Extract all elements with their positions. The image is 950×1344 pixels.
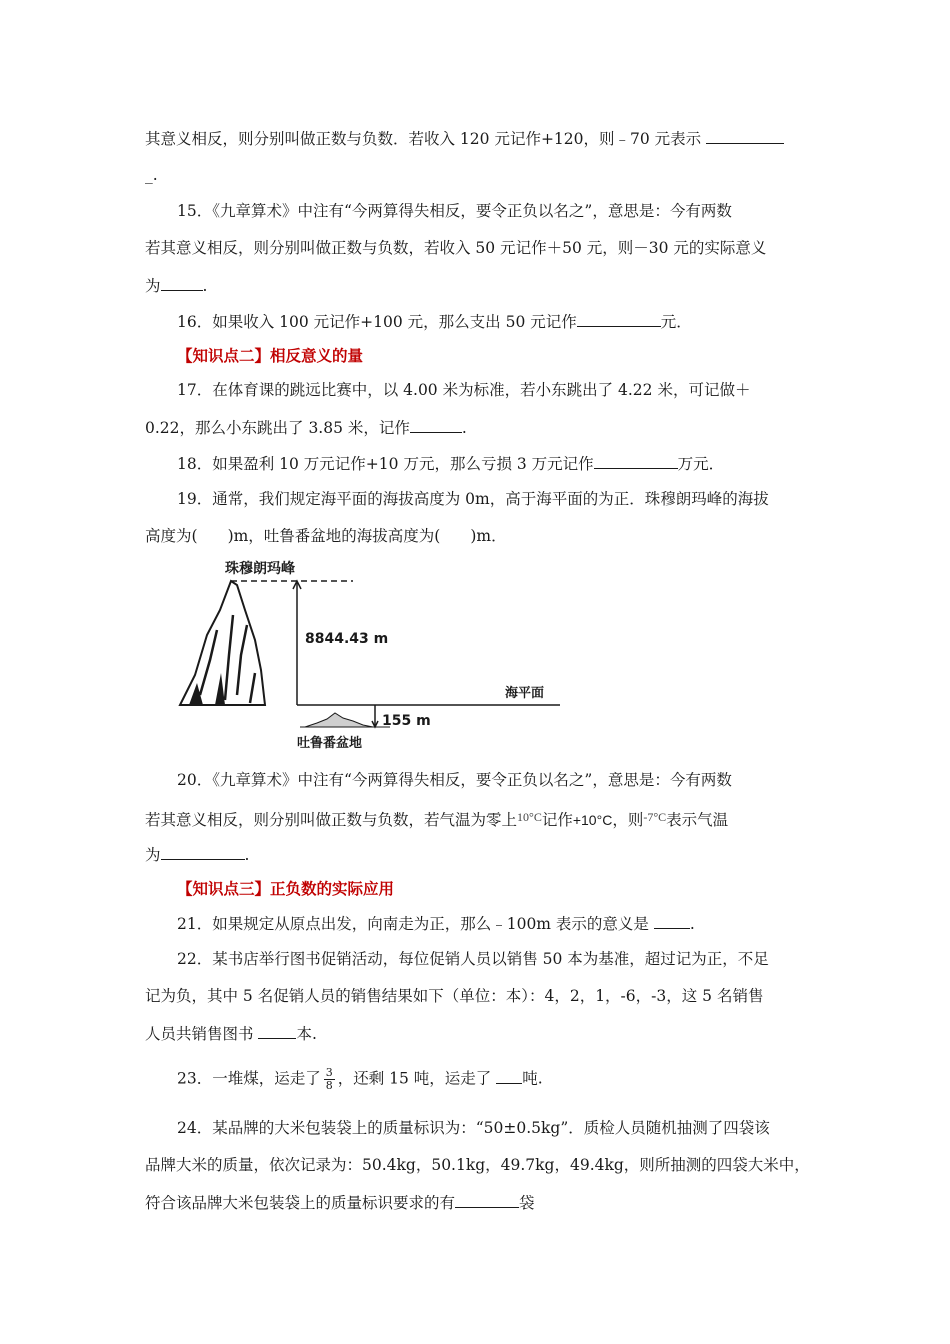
q24-line-3: 符合该品牌大米包装袋上的质量标识要求的有 袋 (145, 1194, 535, 1212)
q24-line-2: 品牌大米的质量，依次记录为：50.4kg，50.1kg，49.7kg，49.4kg，则所抽测的四袋大米中， (145, 1156, 810, 1174)
answer-blank[interactable] (706, 128, 784, 144)
q20-line-3: 为 . (145, 846, 250, 864)
q21-line: 21．如果规定从原点出发，向南走为正，那么﹣100m 表示的意义是 . (177, 915, 695, 933)
peak-label: 珠穆朗玛峰 (225, 561, 295, 577)
altitude-diagram (175, 555, 565, 750)
q23-line: 23．一堆煤，运走了 $\frac{3}{8}$ ，还剩 15 吨，运走了 吨. (177, 1066, 543, 1092)
answer-blank[interactable] (161, 275, 203, 291)
answer-blank[interactable] (496, 1068, 522, 1084)
answer-blank[interactable] (577, 311, 661, 327)
sea-level-label: 海平面 (505, 686, 545, 701)
q22-line-1: 22．某书店举行图书促销活动，每位促销人员以销售 50 本为基准，超过记为正，不足 (177, 950, 769, 968)
q24-line-1: 24．某品牌的大米包装袋上的质量标识为：“50±0.5kg”．质检人员随机抽测了四袋该 (177, 1119, 770, 1137)
basin-label: 吐鲁番盆地 (297, 736, 363, 750)
answer-blank[interactable] (594, 453, 678, 469)
q19-line-2: 高度为( )m，吐鲁番盆地的海拔高度为( )m． (145, 527, 507, 545)
q15-line-2: 若其意义相反，则分别叫做正数与负数，若收入 50 元记作＋50 元，则－30 元的实际意义 (145, 239, 767, 257)
q17-line-1: 17．在体育课的跳远比赛中，以 4.00 米为标准，若小东跳出了 4.22 米，可记做＋ (177, 381, 751, 399)
fraction: $\frac{3}{8}$ (325, 1066, 333, 1092)
section-heading-2: 【知识点二】相反意义的量 (177, 347, 364, 365)
q19-line-1: 19．通常，我们规定海平面的海拔高度为 0m，高于海平面的为正．珠穆朗玛峰的海拔 (177, 490, 769, 508)
height-label: 8844.43 m (305, 631, 389, 647)
answer-blank[interactable] (258, 1023, 296, 1039)
answer-blank[interactable] (161, 844, 245, 860)
q15-line-1: 15．《九章算术》中注有“今两算得失相反，要令正负以名之”，意思是：今有两数 (177, 202, 732, 220)
q20-line-1: 20．《九章算术》中注有“今两算得失相反，要令正负以名之”，意思是：今有两数 (177, 771, 732, 789)
q14-line: 其意义相反，则分别叫做正数与负数．若收入 120 元记作+120，则﹣70 元表示 (145, 128, 815, 149)
q22-line-2: 记为负，其中 5 名促销人员的销售结果如下（单位：本）：4，2，1，-6，-3，这 5 名销售 (145, 987, 764, 1005)
section-heading-3: 【知识点三】正负数的实际应用 (177, 880, 395, 898)
q16-line: 16．如果收入 100 元记作+100 元，那么支出 50 元记作 元． (177, 313, 692, 331)
q17-line-2: 0.22，那么小东跳出了 3.85 米，记作 . (145, 419, 467, 437)
q18-line: 18．如果盈利 10 万元记作+10 万元，那么亏损 3 万元记作 万元． (177, 455, 725, 473)
answer-blank[interactable] (455, 1192, 519, 1208)
q22-line-3: 人员共销售图书 本. (145, 1025, 317, 1043)
answer-blank[interactable] (654, 913, 690, 929)
q14-line-end: _. (145, 166, 158, 184)
q15-line-3: 为 . (145, 277, 208, 295)
q20-line-2: 若其意义相反，则分别叫做正数与负数，若气温为零上$^{10^\circ C}$记作+10°C，则$^{-7^\circ C}$表示气温 (145, 810, 729, 829)
answer-blank[interactable] (410, 417, 462, 433)
basin-terrain (305, 713, 373, 727)
depth-label: 155 m (382, 713, 431, 729)
